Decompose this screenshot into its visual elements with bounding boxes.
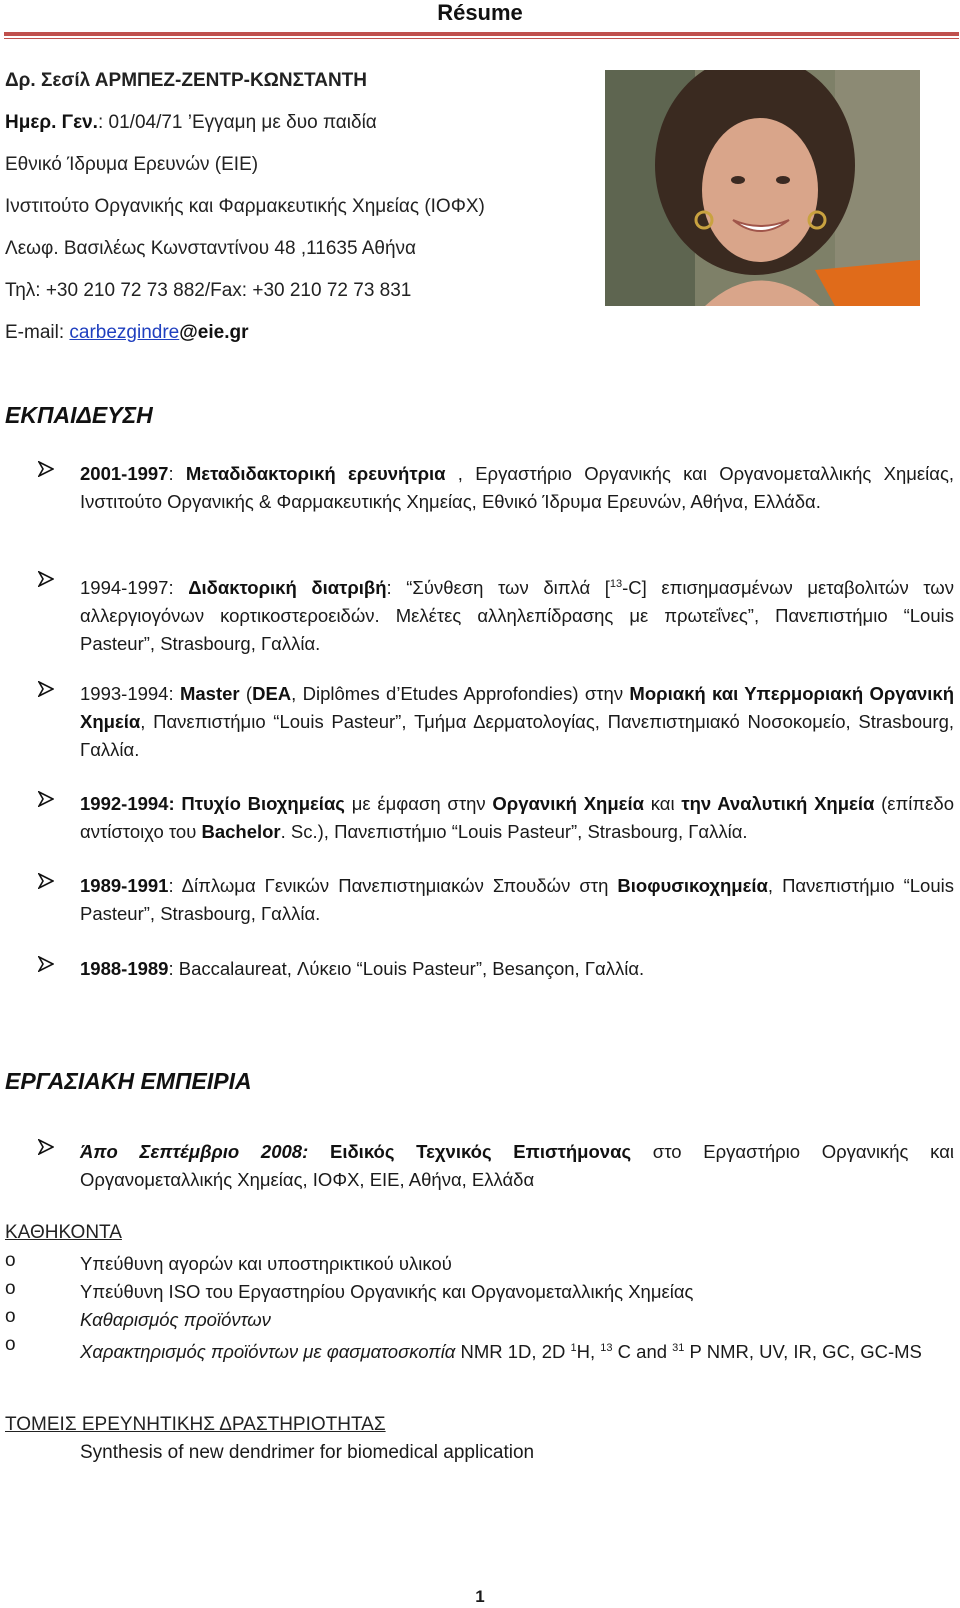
page-title: Résume <box>437 0 523 25</box>
entry-text: , Diplômes d’Etudes Approfondies) στην <box>291 683 630 704</box>
entry-text: και <box>643 793 682 814</box>
arrow-bullet-icon <box>38 956 58 978</box>
duty-text: NMR 1D, 2D <box>455 1341 571 1363</box>
entry-bold: DEA <box>252 683 292 704</box>
duty-text-italic: Χαρακτηρισμός προϊόντων με φασματοσκοπία <box>80 1341 456 1363</box>
duty-text: Υπεύθυνη αγορών και υποστηρικτικού υλικού <box>80 1253 452 1274</box>
education-heading: ΕΚΠΑΙΔΕΥΣΗ <box>5 402 153 428</box>
email-label: E-mail: <box>5 322 70 343</box>
entry-years: 1988-1989 <box>80 958 169 979</box>
email-link[interactable]: carbezgindre <box>69 322 180 343</box>
entry-years: 1994-1997 <box>80 577 169 599</box>
dob-label: Ημερ. Γεν. <box>5 112 98 133</box>
entry-years: 1989-1991 <box>80 875 169 896</box>
duties-heading: ΚΑΘΗΚΟΝΤΑ <box>5 1222 122 1243</box>
entry-text: (επίπεδο αντίστοιχο του <box>80 793 954 842</box>
research-heading: ΤΟΜΕΙΣ ΕΡΕΥΝΗΤΙΚΗΣ ΔΡΑΣΤΗΡΙΟΤΗΤΑΣ <box>5 1414 386 1435</box>
entry-text: -C] επισημασμένων μεταβολιτών των αλλεργιογόνων κορτικοστεροειδών. Μελέτες αλληλεπίδρασης με πρωτεΐνες”, Πανεπιστήμιο “Louis Pasteur”, Strasbourg, Γαλλία. <box>80 577 955 655</box>
dob-line <box>5 112 377 134</box>
entry-bold: Master <box>179 683 240 704</box>
page-number: 1 <box>475 1587 485 1606</box>
circle-bullet-icon: o <box>5 1334 16 1355</box>
duty-superscript: 13 <box>600 1342 613 1354</box>
entry-title: Διδακτορική διατριβή <box>188 577 387 599</box>
entry-years: 1993-1994 <box>80 683 169 704</box>
duty-item <box>5 1250 955 1278</box>
circle-bullet-icon: o <box>5 1306 16 1327</box>
duty-item <box>5 1306 955 1334</box>
entry-text: , Πανεπιστήμιο “Louis Pasteur”, Τμήμα Δερματολογίας, Πανεπιστημιακό Νοσοκομείο, Strasbourg, Γαλλία. <box>80 711 954 760</box>
duty-item <box>5 1278 955 1306</box>
research-text: Synthesis of new dendrimer for biomedical application <box>80 1442 535 1463</box>
duty-text: P NMR, UV, IR, GC, GC-MS <box>684 1341 922 1363</box>
institute-line: Εθνικό Ίδρυμα Ερευνών (ΕΙΕ) <box>5 154 259 175</box>
entry-bold: την Αναλυτική Χημεία <box>681 793 875 814</box>
entry-text: : Δίπλωμα Γενικών Πανεπιστημιακών Σπουδών στη <box>168 875 618 896</box>
education-entry: 2001-1997: Μεταδιδακτορική ερευνήτρια , Εργαστήριο Οργανικής και Οργανομεταλλικής Χημείας, Ινστιτούτο Οργανικής & Φαρμακευτικής Χημείας, Εθνικό Ίδρυμα Ερευνών, Αθήνα, Ελλάδα. <box>38 460 954 516</box>
education-entry <box>38 790 954 846</box>
duty-superscript: 1 <box>570 1342 577 1354</box>
entry-text: , Πανεπιστήμιο “Louis Pasteur”, Strasbourg, Γαλλία. <box>80 875 954 924</box>
experience-role: Ειδικός Τεχνικός Επιστήμονας <box>308 1141 632 1162</box>
circle-bullet-icon: o <box>5 1250 16 1271</box>
entry-bold: Οργανική Χημεία <box>492 793 644 814</box>
arrow-bullet-icon <box>38 791 58 813</box>
entry-text: : Baccalaureat, Λύκειο “Louis Pasteur”, Besançon, Γαλλία. <box>168 958 645 979</box>
duty-text: Καθαρισμός προϊόντων <box>80 1309 271 1330</box>
duty-text: H, <box>576 1341 601 1363</box>
duty-superscript: 31 <box>672 1342 685 1354</box>
entry-years: 1992-1994: <box>80 793 175 814</box>
education-entry: 1994-1997: Διδακτορική διατριβή: “Σύνθεση των διπλά [$^{13}$-C] επισημασμένων μεταβολιτών των αλλεργιογόνων κορτικοστεροειδών. Μελέτες αλληλεπίδρασης με πρωτεΐνες”, Πανεπιστήμιο “Louis Pasteur”, Strasbourg, Γαλλία. <box>38 570 954 658</box>
department-line: Ινστιτούτο Οργανικής και Φαρμακευτικής Χημείας (ΙΟΦΧ) <box>5 196 485 217</box>
experience-heading: ΕΡΓΑΣΙΑΚΗ ΕΜΠΕΙΡΙΑ <box>5 1068 252 1094</box>
entry-text: . Sc.), Πανεπιστήμιο “Louis Pasteur”, Strasbourg, Γαλλία. <box>280 821 748 842</box>
education-entry <box>38 955 954 983</box>
arrow-bullet-icon <box>38 461 58 483</box>
entry-bold: Πτυχίο Βιοχημείας <box>174 793 345 814</box>
entry-text: : “Σύνθεση των διπλά [ <box>386 577 610 599</box>
duty-item <box>5 1334 955 1366</box>
education-entry <box>38 680 954 764</box>
profile-photo <box>605 70 920 306</box>
entry-text: , Εργαστήριο Οργανικής και Οργανομεταλλικής Χημείας, Ινστιτούτο Οργανικής & Φαρμακευτικής Χημείας, Εθνικό Ίδρυμα Ερευνών, Αθήνα, Ελλάδα. <box>80 463 954 512</box>
arrow-bullet-icon <box>38 681 58 703</box>
duty-text: C and <box>612 1341 673 1363</box>
phone-line: Τηλ: +30 210 72 73 882/Fax: +30 210 72 73 831 <box>5 280 412 301</box>
person-name: Δρ. Σεσίλ ΑΡΜΠΕΖ-ΖΕΝΤΡ-ΚΩΝΣΤΑΝΤΗ <box>5 70 368 91</box>
dob-value: : 01/04/71 ’Εγγαμη με δυο παιδία <box>97 112 377 133</box>
title-rule <box>4 32 959 36</box>
arrow-bullet-icon <box>38 1139 58 1161</box>
entry-title: Μεταδιδακτορική ερευνήτρια <box>185 463 446 484</box>
entry-text: : <box>168 683 180 704</box>
experience-text: στο Εργαστήριο Οργανικής και Οργανομεταλλικής Χημείας, ΙΟΦΧ, ΕΙΕ, Αθήνα, Ελλάδα <box>80 1141 955 1190</box>
entry-bold: Βιοφυσικοχημεία <box>617 875 768 896</box>
entry-bold: Bachelor <box>201 821 281 842</box>
entry-text: ( <box>239 683 253 704</box>
experience-entry <box>38 1138 954 1194</box>
circle-bullet-icon: o <box>5 1278 16 1299</box>
duty-text: Υπεύθυνη ISO του Εργαστηρίου Οργανικής και Οργανομεταλλικής Χημείας <box>80 1281 694 1302</box>
email-line <box>5 322 248 344</box>
arrow-bullet-icon <box>38 873 58 895</box>
email-domain: @eie.gr <box>179 322 249 343</box>
entry-years: 2001-1997 <box>80 463 169 484</box>
arrow-bullet-icon <box>38 571 58 593</box>
education-entry <box>38 872 954 928</box>
portrait-image <box>605 70 920 306</box>
title-rule-thin <box>4 38 959 39</box>
entry-text: με έμφαση στην <box>344 793 493 814</box>
entry-superscript: 13 <box>609 578 623 590</box>
experience-date: Άπο Σεπτέμβριο 2008: <box>80 1141 309 1162</box>
address-line: Λεωφ. Βασιλέως Κωνσταντίνου 48 ,11635 Αθήνα <box>5 238 417 259</box>
entry-bold: Μοριακή και Υπερμοριακή Οργανική Χημεία <box>80 683 954 732</box>
